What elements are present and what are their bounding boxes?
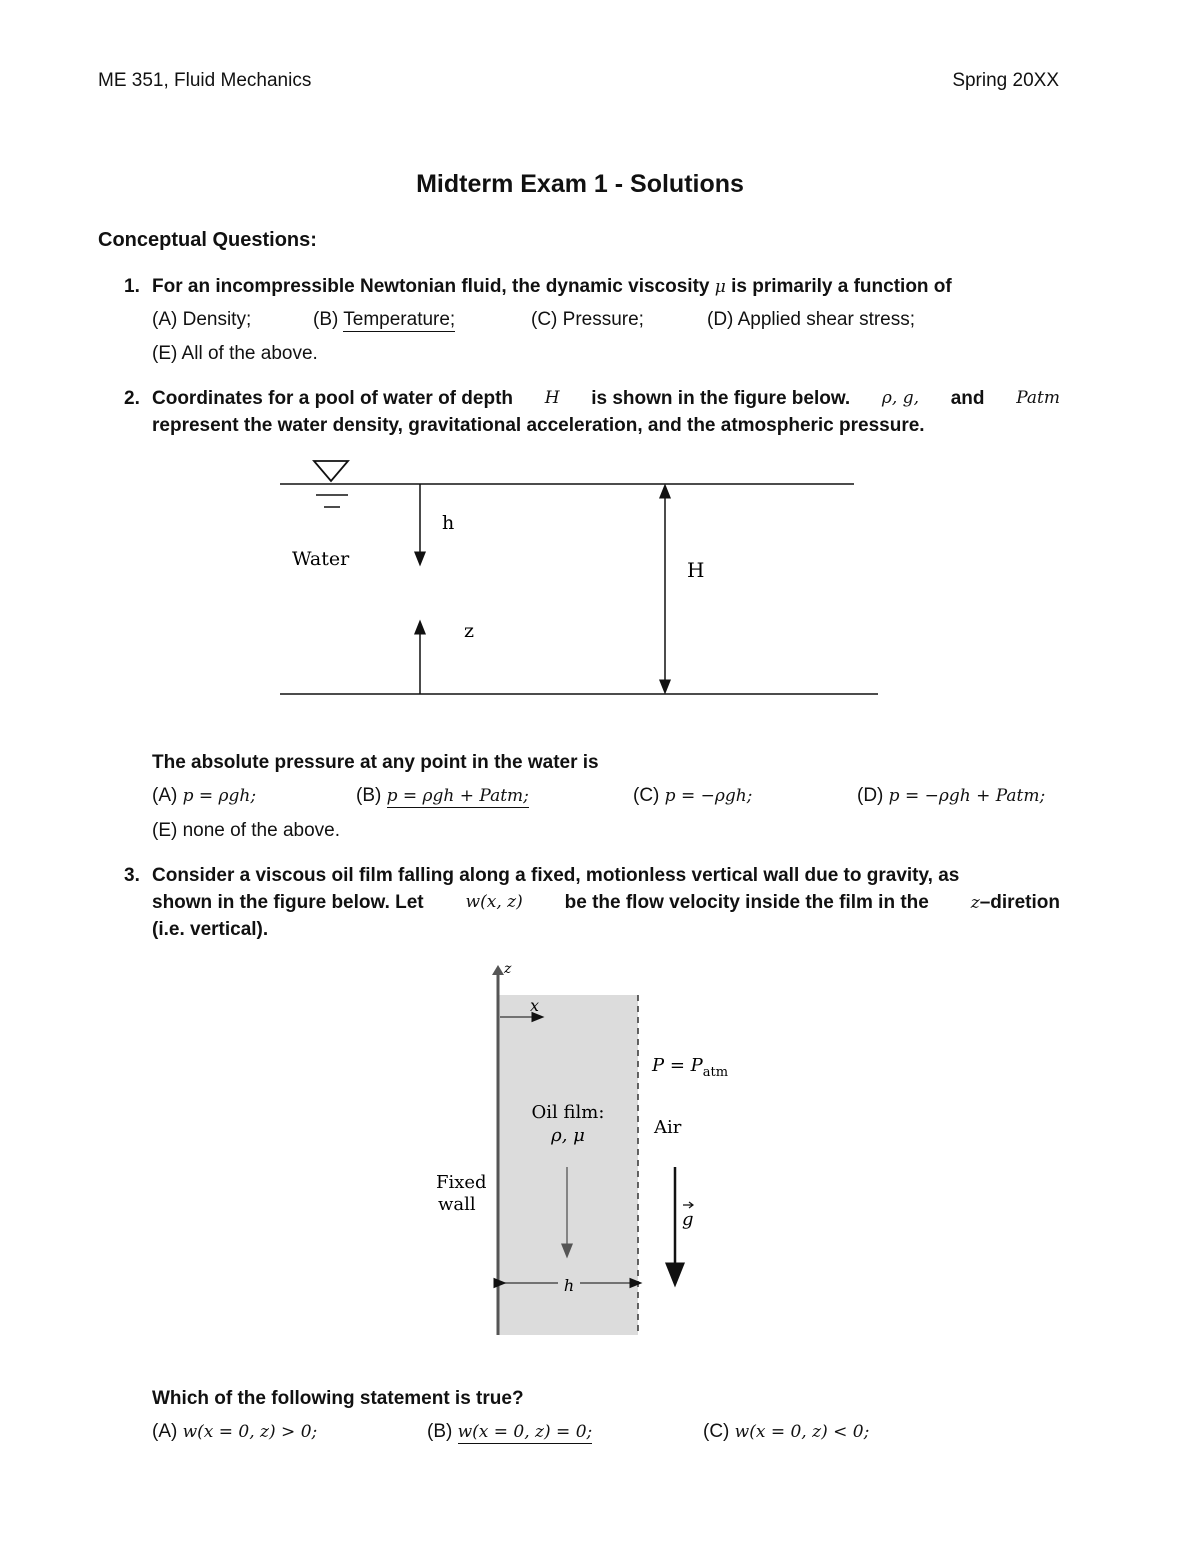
q3-option-b: (B) w(x = 0, z) = 0; bbox=[427, 1421, 593, 1442]
q2-option-d: (D) p = −ρgh + Patm; bbox=[857, 785, 1046, 806]
q3-number: 3. bbox=[124, 865, 140, 886]
q1-option-a: (A) Density; bbox=[152, 309, 252, 330]
x-axis-label: x bbox=[530, 996, 540, 1015]
h-label: h bbox=[442, 512, 455, 534]
page-title: Midterm Exam 1 - Solutions bbox=[416, 170, 744, 198]
wall-label: wall bbox=[438, 1194, 476, 1215]
h-dim-label: h bbox=[563, 1276, 575, 1295]
z-axis-label: z bbox=[504, 961, 512, 977]
free-surface-icon bbox=[314, 461, 348, 481]
H-label: H bbox=[687, 558, 705, 582]
q2-prompt: The absolute pressure at any point in the water is bbox=[152, 752, 599, 773]
q2-line1: Coordinates for a pool of water of depth H is shown in the figure below. ρ, g, and Patm bbox=[152, 388, 1060, 409]
g-label: g bbox=[682, 1209, 694, 1230]
z-label: z bbox=[464, 620, 475, 642]
patm-label: $P = P_{atm}$ bbox=[652, 1055, 729, 1080]
q1-option-e: (E) All of the above. bbox=[152, 343, 318, 364]
q3-prompt: Which of the following statement is true? bbox=[152, 1388, 524, 1409]
fixed-label: Fixed bbox=[436, 1172, 487, 1193]
q1-option-c: (C) Pressure; bbox=[531, 309, 644, 330]
q2-option-b: (B) p = ρgh + Patm; bbox=[356, 785, 529, 806]
oil-props-label: ρ, μ bbox=[551, 1125, 585, 1146]
g-vector-icon bbox=[683, 1202, 693, 1208]
q3-line3: (i.e. vertical). bbox=[152, 919, 269, 940]
q1-answer: Temperature; bbox=[343, 309, 456, 330]
q1-option-b: (B) Temperature; bbox=[313, 309, 456, 330]
oil-film-label: Oil film: bbox=[531, 1102, 605, 1123]
q1-text: For an incompressible Newtonian fluid, the dynamic viscosity μ is primarily a function of bbox=[152, 276, 952, 297]
q3-option-a: (A) w(x = 0, z) > 0; bbox=[152, 1421, 318, 1442]
section-title: Conceptual Questions: bbox=[98, 229, 317, 251]
water-label: Water bbox=[292, 548, 350, 570]
q2-option-c: (C) p = −ρgh; bbox=[633, 785, 753, 806]
oil-film-figure bbox=[420, 955, 760, 1350]
q2-answer: p = ρgh + Patm; bbox=[386, 786, 529, 806]
q3-answer: w(x = 0, z) = 0; bbox=[457, 1422, 593, 1442]
air-label: Air bbox=[654, 1117, 682, 1138]
q2-number: 2. bbox=[124, 388, 140, 409]
q3-line1: Consider a viscous oil film falling along a fixed, motionless vertical wall due to gravity, as bbox=[152, 865, 960, 886]
q2-line2: represent the water density, gravitational acceleration, and the atmospheric pressure. bbox=[152, 415, 925, 436]
q2-option-e: (E) none of the above. bbox=[152, 820, 341, 841]
term-header: Spring 20XX bbox=[952, 70, 1059, 91]
q1-number: 1. bbox=[124, 276, 140, 297]
q2-option-a: (A) p = ρgh; bbox=[152, 785, 257, 806]
q3-line2: shown in the figure below. Let w(x, z) be the flow velocity inside the film in the z–diretion bbox=[152, 892, 1060, 913]
course-header: ME 351, Fluid Mechanics bbox=[98, 70, 312, 91]
q1-option-d: (D) Applied shear stress; bbox=[707, 309, 916, 330]
q3-option-c: (C) w(x = 0, z) < 0; bbox=[703, 1421, 870, 1442]
pool-figure bbox=[270, 455, 890, 705]
